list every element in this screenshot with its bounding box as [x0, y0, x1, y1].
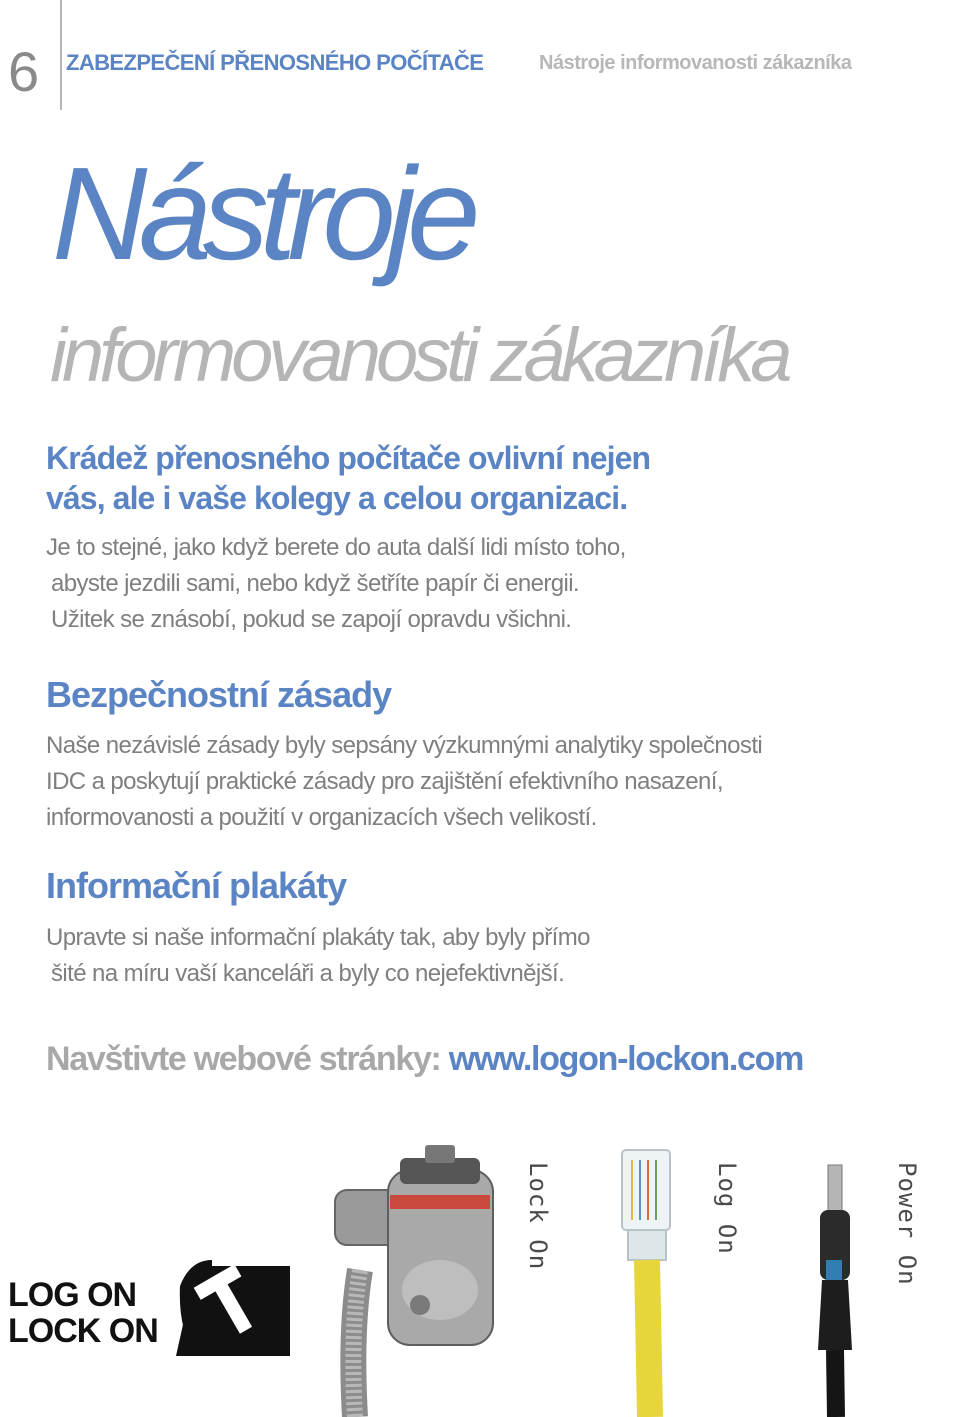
page-subtitle: informovanosti zákazníka — [50, 313, 788, 398]
intro-line: abyste jezdili sami, nebo když šetříte papír či energii. — [51, 570, 579, 597]
policies-line: informovanosti a použití v organizacích všech velikostí. — [46, 804, 597, 831]
visit-website — [46, 1040, 803, 1079]
posters-heading: Informační plakáty — [46, 865, 347, 906]
page-number: 6 — [8, 40, 38, 103]
log-on-label: Log On — [713, 1162, 741, 1255]
logon-lockon-logo — [0, 1258, 290, 1358]
power-on-label: Power On — [893, 1162, 921, 1286]
website-link[interactable]: www.logon-lockon.com — [448, 1040, 804, 1078]
policies-heading: Bezpečnostní zásady — [46, 674, 392, 715]
page-title: Nástroje — [52, 140, 472, 287]
policies-paragraph — [46, 728, 762, 836]
lock-on-label: Lock On — [524, 1162, 552, 1271]
lead-paragraph — [46, 438, 650, 518]
network-cable-illustration — [622, 1150, 670, 1417]
lead-line: Krádež přenosného počítače ovlivní nejen — [46, 440, 651, 476]
product-photo — [0, 1090, 960, 1417]
logo-line-2: LOCK ON — [8, 1312, 158, 1350]
visit-label: Navštivte webové stránky: — [46, 1040, 441, 1078]
intro-line: Je to stejné, jako když berete do auta další lidi místo toho, — [46, 534, 626, 561]
lock-cable-illustration — [335, 1145, 493, 1417]
logo-line-1: LOG ON — [8, 1276, 137, 1314]
header-subtitle: Nástroje informovanosti zákazníka — [539, 52, 852, 74]
policies-line: IDC a poskytují praktické zásady pro zajištění efektivního nasazení, — [46, 768, 723, 795]
power-cable-illustration — [818, 1165, 852, 1417]
header-section-title: ZABEZPEČENÍ PŘENOSNÉHO POČÍTAČE — [66, 50, 484, 75]
lead-line: vás, ale i vaše kolegy a celou organizaci. — [46, 480, 628, 516]
header-divider — [60, 0, 62, 110]
posters-line: Upravte si naše informační plakáty tak, aby byly přímo — [46, 924, 590, 951]
policies-line: Naše nezávislé zásady byly sepsány výzkumnými analytiky společnosti — [46, 732, 763, 759]
posters-paragraph — [46, 920, 590, 992]
posters-line: šité na míru vaší kanceláři a byly co nejefektivnější. — [51, 960, 565, 987]
intro-line: Užitek se znásobí, pokud se zapojí opravdu všichni. — [51, 606, 572, 633]
intro-paragraph — [46, 530, 626, 638]
